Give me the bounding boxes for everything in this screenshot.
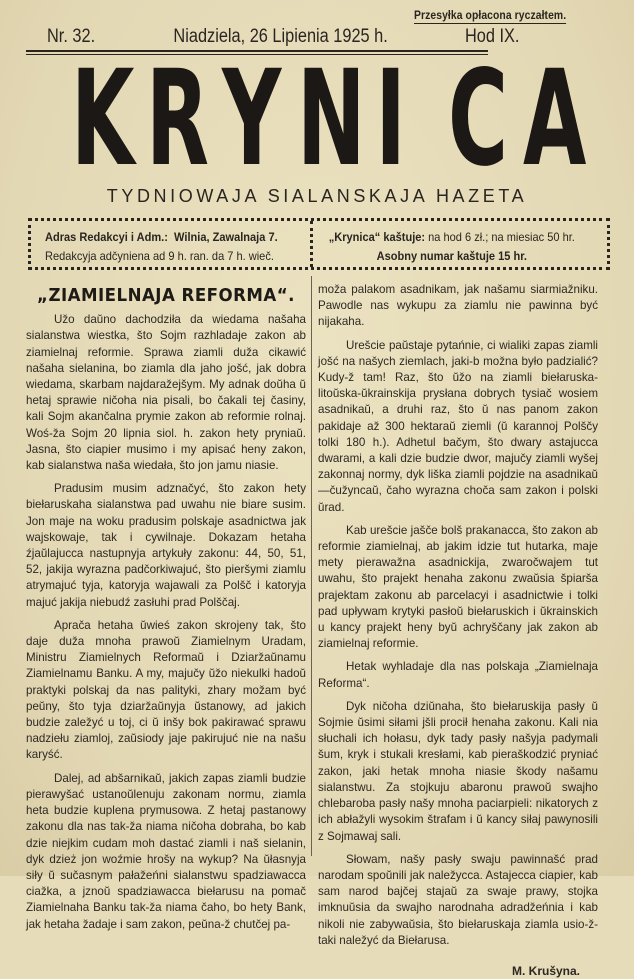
office-hours: Redakcyja adčyniena ad 9 h. ran. da 7 h. wieč. <box>45 249 274 263</box>
article-paragraph: Dyk ničoha dziŭnaha, što biełaruskija pasły ŭ Sojmie ŭsimi siłami jšli procił henaha zakonu. Kali nia słuchali ich hołasu, dyk tady pasły našyja padymali šum, kryk i stukali kresłami, kab pieraškodzić pryniać zakon, jaki hetak mnoha niasie škody našamu sialanstwu. Za stojkuju abaronu prawoŭ swajho chlebaroba pasły našy mnoha paciarpieli: nikatorych z ich abłažyli wysokim štrafam i ŭ kancy siłaj pawynosili z Sojmawaj sali. <box>318 699 598 843</box>
masthead-subtitle: TYDNIOWAJA SIALANSKAJA HAZETA <box>106 186 528 206</box>
article-column-left <box>26 282 306 940</box>
price-value: na hod 6 zł.; na miesiac 50 hr. <box>428 230 575 244</box>
publication-info-box <box>28 218 610 270</box>
article-column-right <box>318 282 598 979</box>
info-box-divider <box>310 221 313 267</box>
editorial-address <box>45 228 278 266</box>
article-paragraph: Hetak wyhladaje dla nas polskaja „Ziamielnaja Reforma“. <box>318 660 598 690</box>
address-label: Adras Redakcyi i Adm.: <box>45 230 168 244</box>
article-paragraph: Pradusim musim adznačyć, što zakon hety biełaruskaha sialanstwa pad uwahu nie biare susim. Jon maje na woku pradusim polskaje asadnictwa jak wajskowaje, tak i cywilnaje. Dokazam hetaha źjaŭlajucca nastupnyja artykuły zakonu: 44, 50, 51, 52, jakija wyrazna padčorkiwajuć, što pieršymi ziamlu atrymajuć tyja, katoryja wajawali za Polšč i katoryja majuć jakija niebudź zasłuhi prad Polščaj. <box>26 482 306 609</box>
article-paragraph: Słowam, našy pasły swaju pawinnašć prad narodam spoŭnili jak naležycca. Astajecca ciapier, kab sam narod bajčej stajaŭ za swaje prawy, stojka imknuŭsia da swajho narodnaha adradžeńnia i kab nikoli nie zabywaŭsia, što biełaruskaja ziamla usio-ž-taki naležyć da Biełarusa. <box>318 852 598 947</box>
article-paragraph: moža palakom asadnikam, jak našamu siarmiažniku. Pawodle nas wykupu za ziamlu nie pawinna być nijakaha. <box>318 283 598 329</box>
issue-date: Niadziela, 26 Lipienia 1925 h. <box>173 26 388 47</box>
article-paragraph: Aprača hetaha ŭwieś zakon skrojeny tak, što daje duža mnoha prawoŭ Ziamielnym Uradam, Ministru Ziamielnych Reformaŭ i Dziaržaŭnamu Ziamielnamu Banku. A my, majučy ŭžo niekulki hadoŭ praktyki polskaj da nas palityki, zhary možam być peŭny, što tyja dziaržaŭnyja ŭstanowy, ad jakich budzie zaležyć u toj, ci ŭ inšy bok pakirawać sprawu nadziełu ziamloj, zaŭsiody jaje pakirujuć nie na našu karyść. <box>26 618 306 762</box>
issue-number: Nr. 32. <box>47 26 96 47</box>
masthead-letter: R <box>146 42 209 196</box>
article-paragraph: Kab urešcie jašče bolš prakanacca, što zakon ab reformie ziamielnaj, ab jakim idzie tut hutarka, maje mety pierawažna asadnickija, zwaročwajem tut uwahu, što prajekt henaha zakonu zwaŭsia špiarša prajektam zakonu ab parcelacyi i asadnictwie i tolki pad upływam krytyki pasłoŭ biełaruskich i ŭkrainskich u kancy prajekt heny byŭ achryščany jak zakon ab ziamielnaj reformie. <box>318 523 598 651</box>
masthead-letter: C <box>447 42 507 196</box>
address-value: Wilnia, Zawalnaja 7. <box>174 230 278 244</box>
article-headline: „ZIAMIELNAJA REFORMA“. <box>37 286 295 306</box>
postage-note: Przesyłka opłacona ryczałtem. <box>414 10 567 22</box>
author-signature: M. Krušyna. <box>511 963 580 978</box>
masthead-letter: N <box>297 42 365 196</box>
subscription-price <box>323 228 581 266</box>
masthead-letter: I <box>375 42 405 196</box>
article-paragraph: Užo daŭno dachodziła da wiedama našaha sialanstwa wiestka, što Sojm razhladaje zakon ab ziamielnaj reformie. Sprawa ziamli duža cikawić našaha sielanina, bo ziamla dla jaho jošć, jak dobra wiedama, skarbam najdaražejšym. My adnak doŭha ŭ hetaj sprawie ničoha nia pisali, bo čakali tej časiny, kali Sojm akančalna prymie zakon ab reformie rolnaj. Woś-ža Sojm 20 lipnia siol. h. zakon hety pryniaŭ. Jasna, što ciapier musimo i my apisać heny zakon, kab sialanstwa naša wiedała, što jon jamu niasie. <box>26 313 306 473</box>
masthead-letter: Y <box>221 42 280 196</box>
column-separator <box>311 276 312 856</box>
article-paragraph: Dalej, ad abšarnikaŭ, jakich zapas ziamli budzie pierawyšać ustanoŭlenuju zakonam normu, ziamla heta budzie kuplena prymusowa. Z hetaj pastanowy zakonu dla nas tak-ža niama ničoha dobraha, bo kab dzie niejkim cudam moh dastać ziamli i naš sielanin, dyk dzież jon woźmie hrošy na wykup? Na ŭłasnyja siły ŭ sučasnym pałažeńni sialanstwu spadziawacca ciažka, a jznoŭ spadziawacca biełarusu na pomač Ziamielnaha Banku tak-ža niama čaho, bo hety Bank, jak hetaha žadaje i sam zakon, peŭna-ž chutčej pa- <box>26 771 306 931</box>
article-paragraph: Urešcie paŭstaje pytańnie, ci wialiki zapas ziamli jošć na našych ziemlach, jaki-b možna było padzialić? Kudy-ž tam! Raz, što ŭžo na ziamli biełaruska-litoŭska-ŭkrainskija prysłana dobrych tysiač wosiem asadnikaŭ, a druhi raz, što ŭ nas panom zakon pakidaje až 300 hektaraŭ ziemli (ŭ karannoj Polščy tolki 180 h.). Adhetul bačym, što dwary astajucca dwarami, a kali dzie budzie dwor, majučy ziamli wyšej zakonnaj normy, dyk liška ziamli pojdzie na asadnikaŭ—čužyncaŭ, čaho wyrazna choča sam zakon i polski ŭrad. <box>318 338 598 514</box>
masthead-letter: K <box>71 42 134 196</box>
price-label: „Krynica“ kaštuje: <box>328 230 426 244</box>
masthead-letter: A <box>522 42 586 196</box>
single-issue-price: Asobny numar kaštuje 15 hr. <box>376 249 527 263</box>
volume-year: Hod IX. <box>464 26 520 47</box>
